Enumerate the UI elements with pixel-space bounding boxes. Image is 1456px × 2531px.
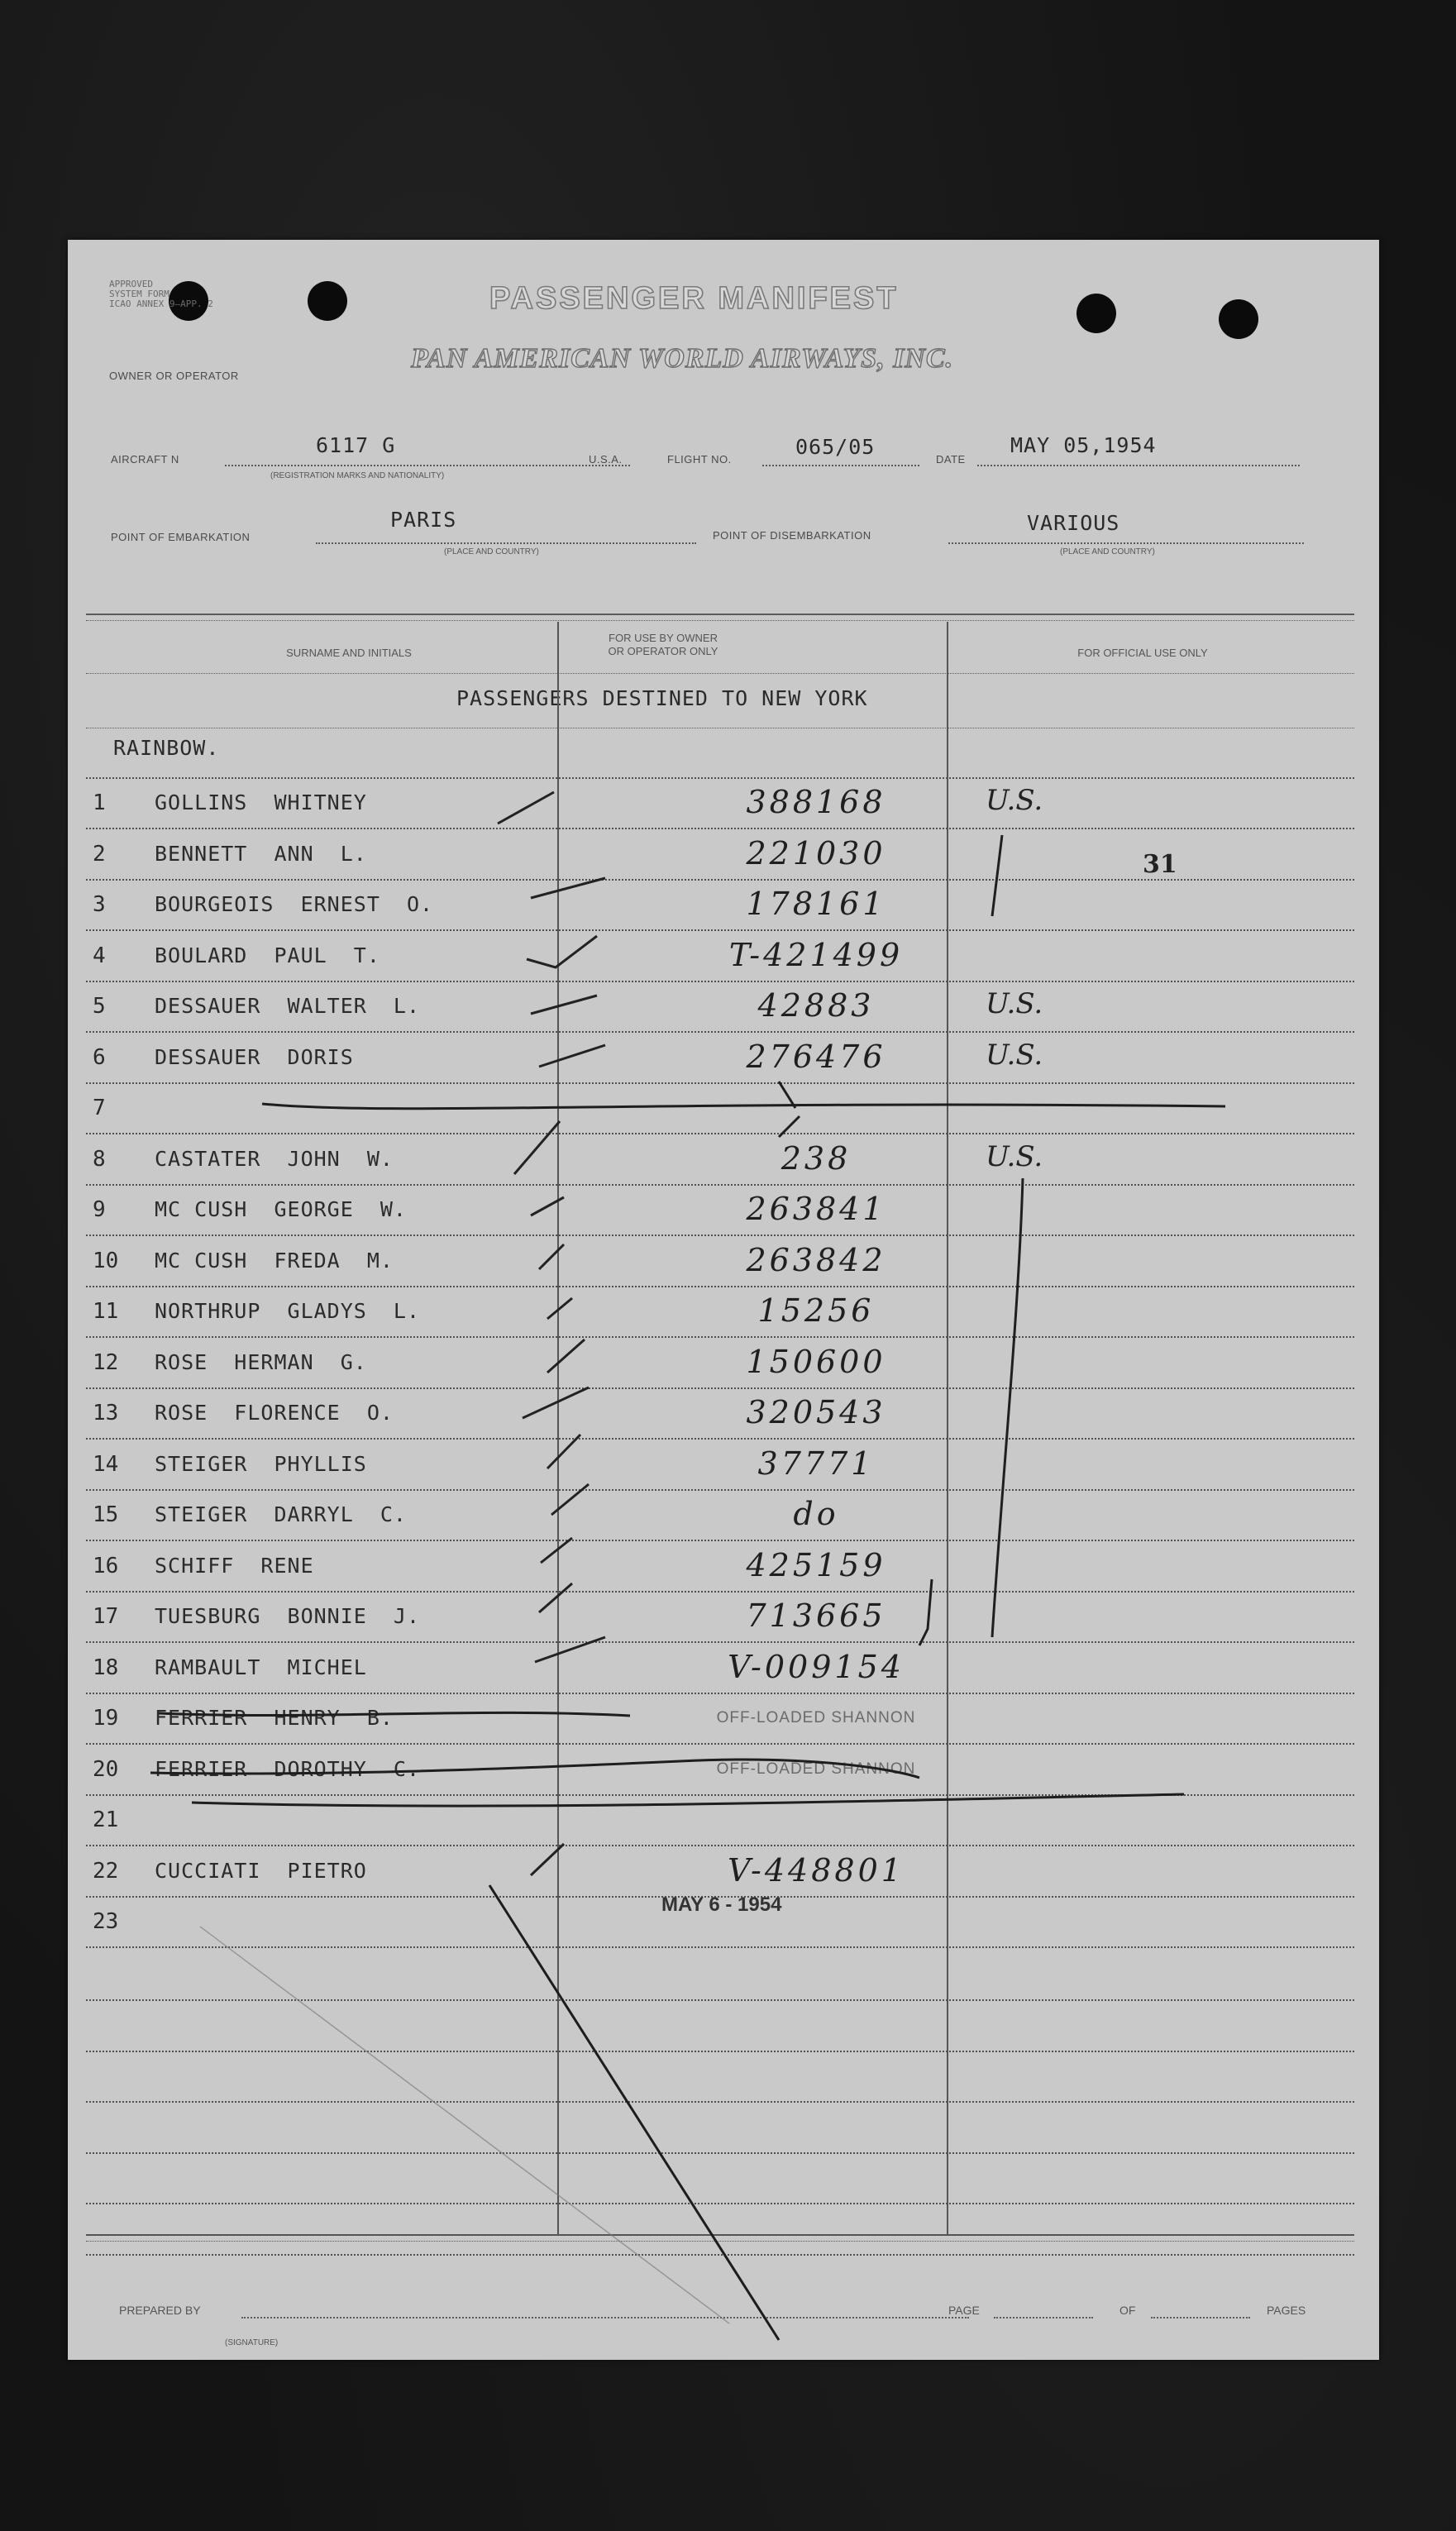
form-title: PASSENGER MANIFEST [489, 281, 899, 316]
approval-line: APPROVED [109, 279, 153, 289]
row-number: 21 [93, 1808, 119, 1832]
column-header-surname: SURNAME AND INITIALS [286, 647, 412, 659]
passport-number: V-009154 [728, 1648, 905, 1685]
row-number: 22 [93, 1858, 119, 1884]
passenger-name: TUESBURG BONNIE J. [155, 1604, 421, 1628]
passenger-name: ROSE HERMAN G. [155, 1349, 367, 1374]
passenger-name: NORTHRUP GLADYS L. [155, 1299, 421, 1323]
check-mark [531, 1197, 564, 1215]
pages-label: PAGES [1267, 2304, 1306, 2317]
passenger-name: GOLLINS WHITNEY [155, 790, 367, 814]
check-mark [547, 1340, 585, 1373]
check-mark [527, 936, 597, 967]
cancel-stroke [489, 1885, 782, 2340]
strike-row-19 [159, 1712, 630, 1716]
passenger-name: BENNETT ANN L. [155, 841, 367, 866]
check-mark [531, 1844, 564, 1875]
tick-mark [779, 1116, 800, 1137]
check-mark [531, 996, 597, 1014]
faint-stroke [200, 1927, 729, 2323]
passenger-name: RAMBAULT MICHEL [155, 1655, 367, 1679]
passport-number: do [793, 1496, 839, 1532]
passenger-name: MC CUSH FREDA M. [155, 1248, 394, 1273]
passport-number: 263842 [746, 1241, 886, 1278]
airline-name: PAN AMERICAN WORLD AIRWAYS, INC. [411, 343, 954, 374]
row-number: 19 [93, 1706, 119, 1731]
passenger-name: DESSAUER DORIS [155, 1044, 354, 1069]
tick-mark [919, 1579, 932, 1645]
row-number: 18 [93, 1655, 119, 1680]
flight-label: FLIGHT NO. [667, 453, 732, 466]
strike-row-7 [262, 1104, 1225, 1109]
offload-stamp: OFF-LOADED SHANNON [716, 1760, 916, 1778]
flight-number: 065/05 [795, 435, 876, 459]
passport-number: 42883 [757, 987, 875, 1024]
row-number: 4 [93, 943, 106, 968]
approval-line: ICAO ANNEX 9—APP. 2 [109, 298, 213, 309]
passenger-name: STEIGER PHYLLIS [155, 1451, 367, 1476]
passport-number: 238 [781, 1139, 852, 1177]
passenger-name: STEIGER DARRYL C. [155, 1502, 407, 1526]
disembarkation-label: POINT OF DISEMBARKATION [713, 529, 871, 542]
disembarkation-hint: (PLACE AND COUNTRY) [1060, 547, 1155, 556]
check-mark [539, 1583, 572, 1612]
approval-line: SYSTEM FORM [109, 289, 169, 299]
flight-date: MAY 05,1954 [1010, 433, 1157, 457]
passport-number: T-421499 [728, 936, 904, 973]
strike-row-20 [150, 1760, 919, 1778]
aircraft-value: 6117 G [316, 433, 396, 457]
row-number: 5 [93, 994, 106, 1019]
signature-hint: (SIGNATURE) [225, 2338, 279, 2347]
check-mark [535, 1637, 605, 1662]
disembarkation-value: VARIOUS [1027, 511, 1120, 535]
destination-heading: PASSENGERS DESTINED TO NEW YORK [456, 686, 868, 710]
row-number: 14 [93, 1451, 119, 1477]
official-use-note: U.S. [986, 1038, 1043, 1072]
passenger-name: DESSAUER WALTER L. [155, 994, 421, 1018]
check-mark [539, 1045, 605, 1067]
row-number: 2 [93, 841, 106, 867]
embarkation-hint: (PLACE AND COUNTRY) [444, 547, 539, 556]
column-header-official: FOR OFFICIAL USE ONLY [1077, 647, 1208, 659]
row-number: 15 [93, 1502, 119, 1527]
passport-number: V-448801 [728, 1851, 905, 1889]
passport-number: 276476 [746, 1038, 886, 1075]
passport-number: 221030 [746, 834, 886, 872]
usa-label: U.S.A. [589, 453, 623, 466]
passport-number: 320543 [746, 1394, 886, 1430]
date-stamp: MAY 6 - 1954 [661, 1893, 782, 1916]
handwritten-annotations [68, 240, 1379, 2360]
row-number: 11 [93, 1299, 119, 1324]
check-mark [498, 792, 554, 824]
group-label: RAINBOW. [113, 736, 220, 760]
row-number: 8 [93, 1146, 106, 1172]
owner-operator-label: OWNER OR OPERATOR [109, 370, 239, 382]
row-number: 16 [93, 1553, 119, 1578]
aircraft-hint: (REGISTRATION MARKS AND NATIONALITY) [270, 471, 445, 480]
passport-number: 388168 [746, 784, 886, 820]
bracket-line [992, 1178, 1023, 1637]
check-mark [547, 1298, 572, 1319]
row-number: 23 [93, 1909, 119, 1934]
check-mark [523, 1387, 589, 1418]
passport-number: 150600 [746, 1343, 886, 1380]
passport-number: 713665 [746, 1597, 886, 1634]
passport-number: 425159 [746, 1546, 886, 1583]
row-number: 13 [93, 1401, 119, 1425]
passport-number: 178161 [746, 886, 886, 922]
row-number: 7 [93, 1096, 106, 1120]
passenger-name: FERRIER DOROTHY C. [155, 1756, 421, 1781]
of-label: OF [1119, 2304, 1136, 2317]
row-number: 12 [93, 1349, 119, 1375]
passenger-name: ROSE FLORENCE O. [155, 1401, 394, 1425]
check-mark [514, 1121, 560, 1174]
passport-number: 15256 [757, 1292, 875, 1329]
aircraft-label: AIRCRAFT N [111, 453, 179, 466]
official-use-note: U.S. [986, 784, 1043, 817]
row-number: 17 [93, 1604, 119, 1629]
offload-stamp: OFF-LOADED SHANNON [716, 1709, 916, 1726]
passenger-name: BOURGEOIS ERNEST O. [155, 892, 434, 916]
strike-row-21 [192, 1794, 1184, 1806]
official-use-note: U.S. [986, 987, 1043, 1020]
date-label: DATE [936, 453, 966, 466]
row-number: 1 [93, 790, 106, 815]
check-mark [541, 1538, 572, 1563]
check-mark [539, 1244, 564, 1269]
passenger-name: FERRIER HENRY B. [155, 1706, 394, 1730]
embarkation-label: POINT OF EMBARKATION [111, 531, 251, 543]
row-number: 6 [93, 1044, 106, 1070]
row-number: 3 [93, 892, 106, 917]
passenger-name: MC CUSH GEORGE W. [155, 1197, 407, 1221]
check-mark [551, 1484, 589, 1515]
check-mark [547, 1435, 580, 1468]
check-mark [531, 878, 605, 898]
page-label: PAGE [948, 2304, 980, 2317]
passport-number: 37771 [757, 1445, 875, 1482]
row-number: 20 [93, 1756, 119, 1782]
passenger-name: SCHIFF RENE [155, 1553, 314, 1578]
passenger-name: CUCCIATI PIETRO [155, 1858, 367, 1883]
row-number: 9 [93, 1197, 106, 1222]
passenger-name: BOULARD PAUL T. [155, 943, 380, 967]
passenger-name: CASTATER JOHN W. [155, 1146, 394, 1171]
manifest-sheet [68, 240, 1379, 2360]
official-use-note: U.S. [986, 1139, 1043, 1173]
passport-number: 263841 [746, 1191, 886, 1227]
bracket-line [992, 835, 1002, 916]
row-number: 10 [93, 1248, 119, 1273]
prepared-by-label: PREPARED BY [119, 2304, 201, 2317]
embarkation-value: PARIS [390, 508, 457, 532]
column-header-owner: FOR USE BY OWNER OR OPERATOR ONLY [608, 632, 718, 657]
official-count: 31 [1143, 850, 1177, 879]
